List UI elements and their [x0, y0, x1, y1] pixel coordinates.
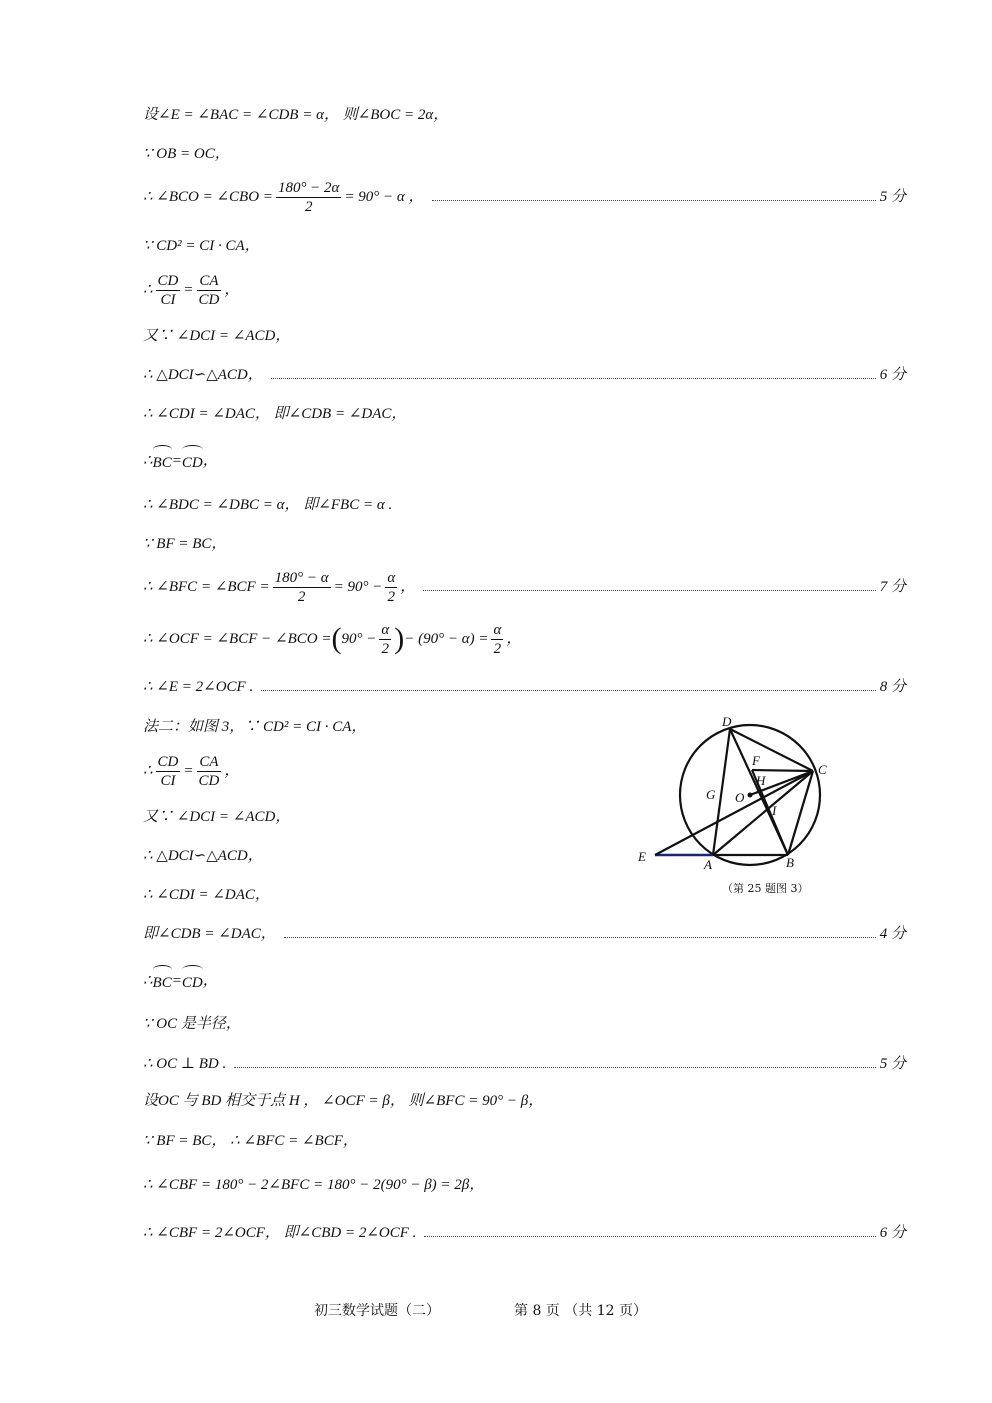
- score-5: 5 分: [879, 189, 906, 205]
- line-18: ∴ △DCI∽△ACD，: [143, 848, 263, 864]
- label-A: A: [704, 857, 712, 872]
- line-9: ∴ BC = CD ，: [143, 449, 218, 473]
- figure-caption: （第 25 题图 3）: [722, 882, 809, 895]
- segment-DC: [730, 729, 813, 771]
- line-13: ∴ ∠OCF = ∠BCF − ∠BCO = ( 90° − $\frac{\alpha}{2}$ ) − (90° − α) = $\frac{\alpha}{2}$ ，: [143, 621, 522, 657]
- label-F: F: [752, 753, 760, 768]
- label-H: H: [756, 773, 766, 788]
- line-7: ∴ △DCI∽△ACD， 6 分: [143, 367, 906, 383]
- line-14: ∴ ∠E = 2∠OCF . 8 分: [143, 679, 906, 695]
- line-17: 又∵ ∠DCI = ∠ACD，: [143, 809, 291, 825]
- label-C: C: [818, 762, 827, 777]
- line-3: ∴ ∠BCO = ∠CBO = $\frac{180^\circ - 2\alpha}{2}$ = 90° − α ， 5 分: [143, 179, 906, 215]
- line-1: 设∠E = ∠BAC = ∠CDB = α， 则∠BOC = 2α，: [143, 107, 449, 123]
- line-16: ∴ $\frac{CD}{CI}$ = $\frac{CA}{CD}$ ，: [143, 753, 240, 789]
- segment-DA: [713, 729, 730, 855]
- label-E: E: [638, 849, 646, 864]
- line-20: 即∠CDB = ∠DAC， 4 分: [143, 926, 906, 942]
- line-25: ∵ BF = BC， ∴ ∠BFC = ∠BCF，: [143, 1133, 358, 1149]
- label-O: O: [735, 790, 745, 805]
- line-26: ∴ ∠CBF = 180° − 2∠BFC = 180° − 2(90° − β) = 2β，: [143, 1177, 485, 1193]
- geometry-figure: [632, 712, 842, 902]
- segment-EC: [655, 771, 813, 855]
- line-21: ∴ BC = CD ，: [143, 969, 218, 993]
- label-D: D: [722, 714, 732, 729]
- label-I: I: [772, 803, 777, 818]
- line-2: ∵ OB = OC，: [143, 146, 230, 162]
- label-B: B: [786, 855, 794, 870]
- line-12: ∴ ∠BFC = ∠BCF = $\frac{180^\circ - \alpha}{2}$ = 90° − $\frac{\alpha}{2}$ ， 7 分: [143, 569, 906, 605]
- line-11: ∵ BF = BC，: [143, 536, 227, 552]
- footer-title: 初三数学试题（二）: [314, 1303, 440, 1319]
- line-4: ∵ CD² = CI · CA，: [143, 238, 260, 254]
- line-24: 设OC 与 BD 相交于点 H ， ∠OCF = β， 则∠BFC = 90° − β，: [143, 1093, 544, 1109]
- segment-FC: [752, 770, 813, 771]
- line-23: ∴ OC ⊥ BD . 5 分: [143, 1056, 906, 1072]
- footer-page-number: 第 8 页 （共 12 页）: [514, 1303, 647, 1319]
- center-point: [748, 793, 753, 798]
- line-19: ∴ ∠CDI = ∠DAC，: [143, 887, 270, 903]
- line-8: ∴ ∠CDI = ∠DAC， 即∠CDB = ∠DAC，: [143, 406, 407, 422]
- line-10: ∴ ∠BDC = ∠DBC = α， 即∠FBC = α .: [143, 497, 393, 513]
- line-5: ∴ $\frac{CD}{CI}$ = $\frac{CA}{CD}$ ，: [143, 272, 240, 308]
- label-G: G: [706, 787, 716, 802]
- line-15: 法二：如图 3，∵ CD² = CI · CA，: [143, 719, 367, 735]
- line-6: 又∵ ∠DCI = ∠ACD，: [143, 328, 291, 344]
- line-22: ∵ OC 是半径，: [143, 1016, 241, 1032]
- line-27: ∴ ∠CBF = 2∠OCF， 即∠CBD = 2∠OCF . 6 分: [143, 1225, 906, 1241]
